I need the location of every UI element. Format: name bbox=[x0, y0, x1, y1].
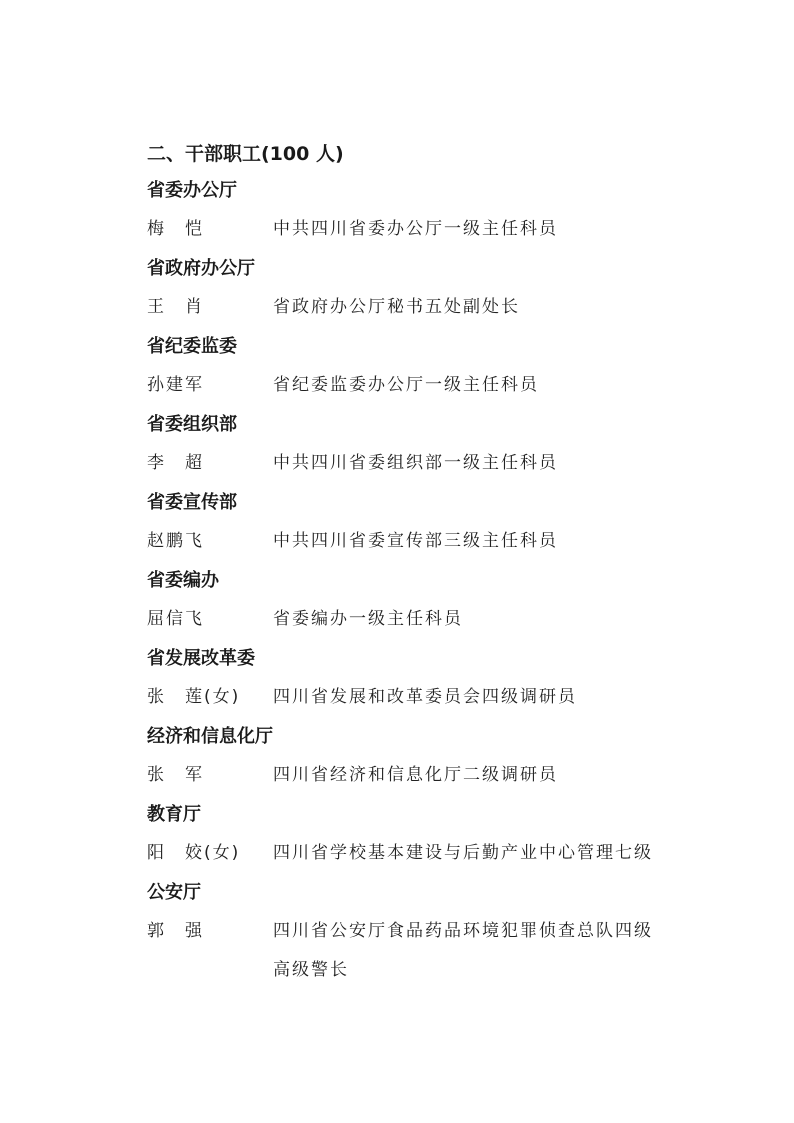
person-title-line: 省政府办公厅秘书五处副处长 bbox=[273, 297, 520, 317]
unit-heading: 省委编办 bbox=[147, 570, 219, 591]
person-title-line: 高级警长 bbox=[273, 960, 349, 980]
person-title bbox=[273, 444, 747, 483]
unit-heading: 省纪委监委 bbox=[147, 336, 237, 357]
person-title bbox=[273, 366, 747, 405]
personnel-list bbox=[147, 171, 747, 990]
unit-heading: 省政府办公厅 bbox=[147, 258, 255, 279]
person-name: 王 肖 bbox=[147, 297, 204, 317]
unit-heading: 省委办公厅 bbox=[147, 180, 237, 201]
person-title bbox=[273, 912, 747, 990]
person-title-line: 四川省公安厅食品药品环境犯罪侦查总队四级 bbox=[273, 921, 653, 941]
person-row bbox=[147, 366, 747, 405]
unit-heading: 公安厅 bbox=[147, 882, 201, 903]
person-title-line: 四川省经济和信息化厅二级调研员 bbox=[273, 765, 558, 785]
person-title bbox=[273, 210, 747, 249]
person-row bbox=[147, 912, 747, 990]
section-title: 二、干部职工(100 人) bbox=[147, 143, 344, 165]
unit-heading: 省发展改革委 bbox=[147, 648, 255, 669]
person-title-line: 省委编办一级主任科员 bbox=[273, 609, 463, 629]
person-row bbox=[147, 288, 747, 327]
person-title-line: 中共四川省委办公厅一级主任科员 bbox=[273, 219, 558, 239]
person-title-line: 中共四川省委宣传部三级主任科员 bbox=[273, 531, 558, 551]
unit-heading: 经济和信息化厅 bbox=[147, 726, 273, 747]
person-name: 张 莲(女) bbox=[147, 687, 241, 707]
person-name: 赵鹏飞 bbox=[147, 531, 204, 551]
person-name: 李 超 bbox=[147, 453, 204, 473]
person-title-line: 四川省发展和改革委员会四级调研员 bbox=[273, 687, 577, 707]
person-title-line: 省纪委监委办公厅一级主任科员 bbox=[273, 375, 539, 395]
person-title bbox=[273, 756, 747, 795]
person-name: 郭 强 bbox=[147, 921, 204, 941]
person-row bbox=[147, 678, 747, 717]
person-title-line: 四川省学校基本建设与后勤产业中心管理七级 bbox=[273, 843, 653, 863]
person-title-line: 中共四川省委组织部一级主任科员 bbox=[273, 453, 558, 473]
person-title bbox=[273, 678, 747, 717]
person-name: 阳 姣(女) bbox=[147, 843, 241, 863]
person-row bbox=[147, 444, 747, 483]
person-title bbox=[273, 834, 747, 873]
unit-heading: 教育厅 bbox=[147, 804, 201, 825]
person-title bbox=[273, 288, 747, 327]
person-name: 张 军 bbox=[147, 765, 204, 785]
person-title bbox=[273, 522, 747, 561]
person-name: 孙建军 bbox=[147, 375, 204, 395]
person-name: 梅 恺 bbox=[147, 219, 204, 239]
person-title bbox=[273, 600, 747, 639]
person-row bbox=[147, 756, 747, 795]
person-name: 屈信飞 bbox=[147, 609, 204, 629]
person-row bbox=[147, 600, 747, 639]
person-row bbox=[147, 522, 747, 561]
person-row bbox=[147, 210, 747, 249]
unit-heading: 省委宣传部 bbox=[147, 492, 237, 513]
unit-heading: 省委组织部 bbox=[147, 414, 237, 435]
person-row bbox=[147, 834, 747, 873]
